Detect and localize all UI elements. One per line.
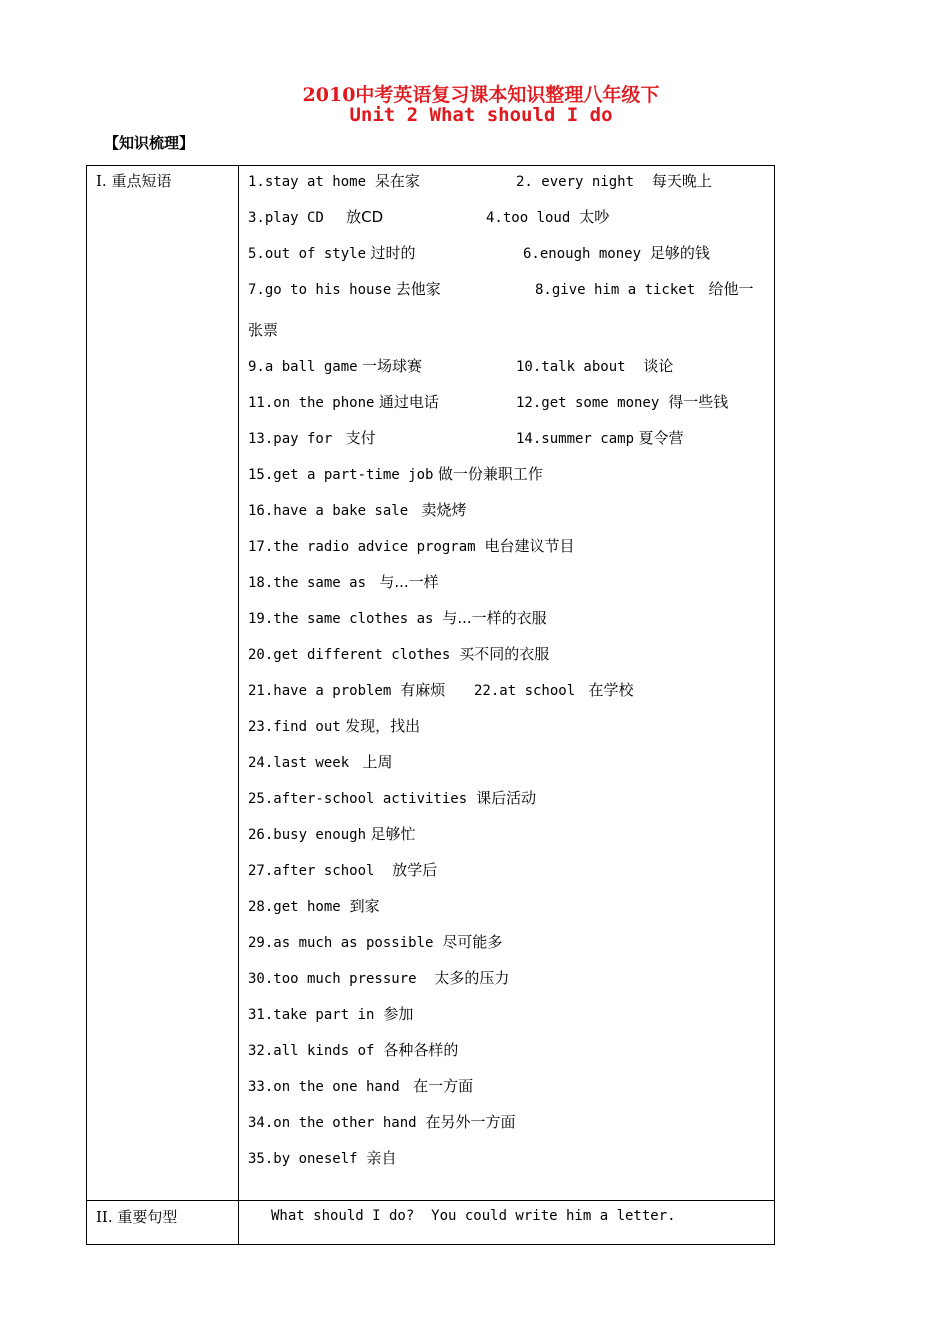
phrase-row (248, 1039, 770, 1063)
phrase-row-continuation (248, 319, 770, 343)
phrase-item: 32.all kinds of 各种各样的 (248, 1041, 459, 1059)
phrase-item: 33.on the one hand 在一方面 (248, 1077, 474, 1095)
phrase-item: 4.too loud 太吵 (486, 208, 610, 226)
phrase-row (248, 607, 770, 631)
phrase-item: 14.summer camp 夏令营 (516, 429, 684, 447)
key-sentence-row (271, 1208, 766, 1232)
phrase-item: 11.on the phone 通过电话 (248, 393, 439, 411)
phrase-item: 3.play CD 放CD (248, 208, 384, 226)
phrase-item: 10.talk about 谈论 (516, 357, 674, 375)
phrase-item: 31.take part in 参加 (248, 1005, 414, 1023)
section2-label: II. 重要句型 (96, 1208, 178, 1226)
phrase-item: 12.get some money 得一些钱 (516, 393, 729, 411)
phrase-row (248, 206, 770, 230)
phrase-row (248, 643, 770, 667)
phrase-row (248, 170, 770, 194)
phrase-row (248, 715, 770, 739)
phrase-item: 24.last week 上周 (248, 753, 393, 771)
phrase-row (248, 463, 770, 487)
phrase-item-continuation: 张票 (248, 321, 279, 339)
phrase-item: 28.get home 到家 (248, 897, 380, 915)
phrase-row (248, 391, 770, 415)
phrase-item: 2. every night 每天晚上 (516, 172, 712, 190)
phrase-row (248, 751, 770, 775)
phrase-item: 8.give him a ticket 给他一 (535, 280, 754, 298)
phrase-item: 1.stay at home 呆在家 (248, 172, 420, 190)
phrase-item: 26.busy enough 足够忙 (248, 825, 416, 843)
table-row-divider (86, 1200, 775, 1201)
phrase-row (248, 967, 770, 991)
phrase-item: 22.at school 在学校 (474, 681, 634, 699)
phrase-row (248, 535, 770, 559)
phrase-item: 18.the same as 与...一样 (248, 573, 439, 591)
phrase-item: 5.out of style 过时的 (248, 244, 416, 262)
phrase-item: 30.too much pressure 太多的压力 (248, 969, 510, 987)
phrase-row (248, 787, 770, 811)
document-title: 2010中考英语复习课本知识整理八年级下 (302, 84, 660, 106)
phrase-row (248, 679, 770, 703)
phrase-row (248, 1075, 770, 1099)
phrase-item: 7.go to his house 去他家 (248, 280, 441, 298)
phrase-item: 29.as much as possible 尽可能多 (248, 933, 503, 951)
section-heading: 【知识梳理】 (104, 134, 195, 152)
phrase-item: 17.the radio advice program 电台建议节目 (248, 537, 575, 555)
phrase-item: 34.on the other hand 在另外一方面 (248, 1113, 516, 1131)
phrase-item: 23.find out 发现，找出 (248, 717, 421, 735)
phrase-item: 13.pay for 支付 (248, 429, 376, 447)
phrase-row (248, 278, 770, 302)
phrase-row (248, 427, 770, 451)
phrase-row (248, 1111, 770, 1135)
phrase-row (248, 931, 770, 955)
phrase-item: 16.have a bake sale 卖烧烤 (248, 501, 467, 519)
phrase-item: 27.after school 放学后 (248, 861, 438, 879)
section1-label: I. 重点短语 (96, 172, 172, 190)
phrase-item: 21.have a problem 有麻烦 (248, 681, 446, 699)
phrase-row (248, 1003, 770, 1027)
phrase-item: 6.enough money 足够的钱 (523, 244, 710, 262)
phrase-item: 15.get a part-time job 做一份兼职工作 (248, 465, 543, 483)
phrase-row (248, 242, 770, 266)
phrase-item: 25.after-school activities 课后活动 (248, 789, 537, 807)
unit-title: Unit 2 What should I do (349, 104, 613, 126)
phrase-item: 19.the same clothes as 与...一样的衣服 (248, 609, 547, 627)
phrase-row (248, 355, 770, 379)
phrase-item: 9.a ball game 一场球赛 (248, 357, 423, 375)
phrase-row (248, 1147, 770, 1171)
phrase-row (248, 499, 770, 523)
phrase-item: 35.by oneself 亲自 (248, 1149, 397, 1167)
key-sentence: What should I do? You could write him a letter. (271, 1208, 676, 1224)
phrase-row (248, 859, 770, 883)
phrase-row (248, 823, 770, 847)
phrase-item: 20.get different clothes 买不同的衣服 (248, 645, 550, 663)
phrase-row (248, 571, 770, 595)
phrase-row (248, 895, 770, 919)
table-column-divider (238, 165, 239, 1245)
